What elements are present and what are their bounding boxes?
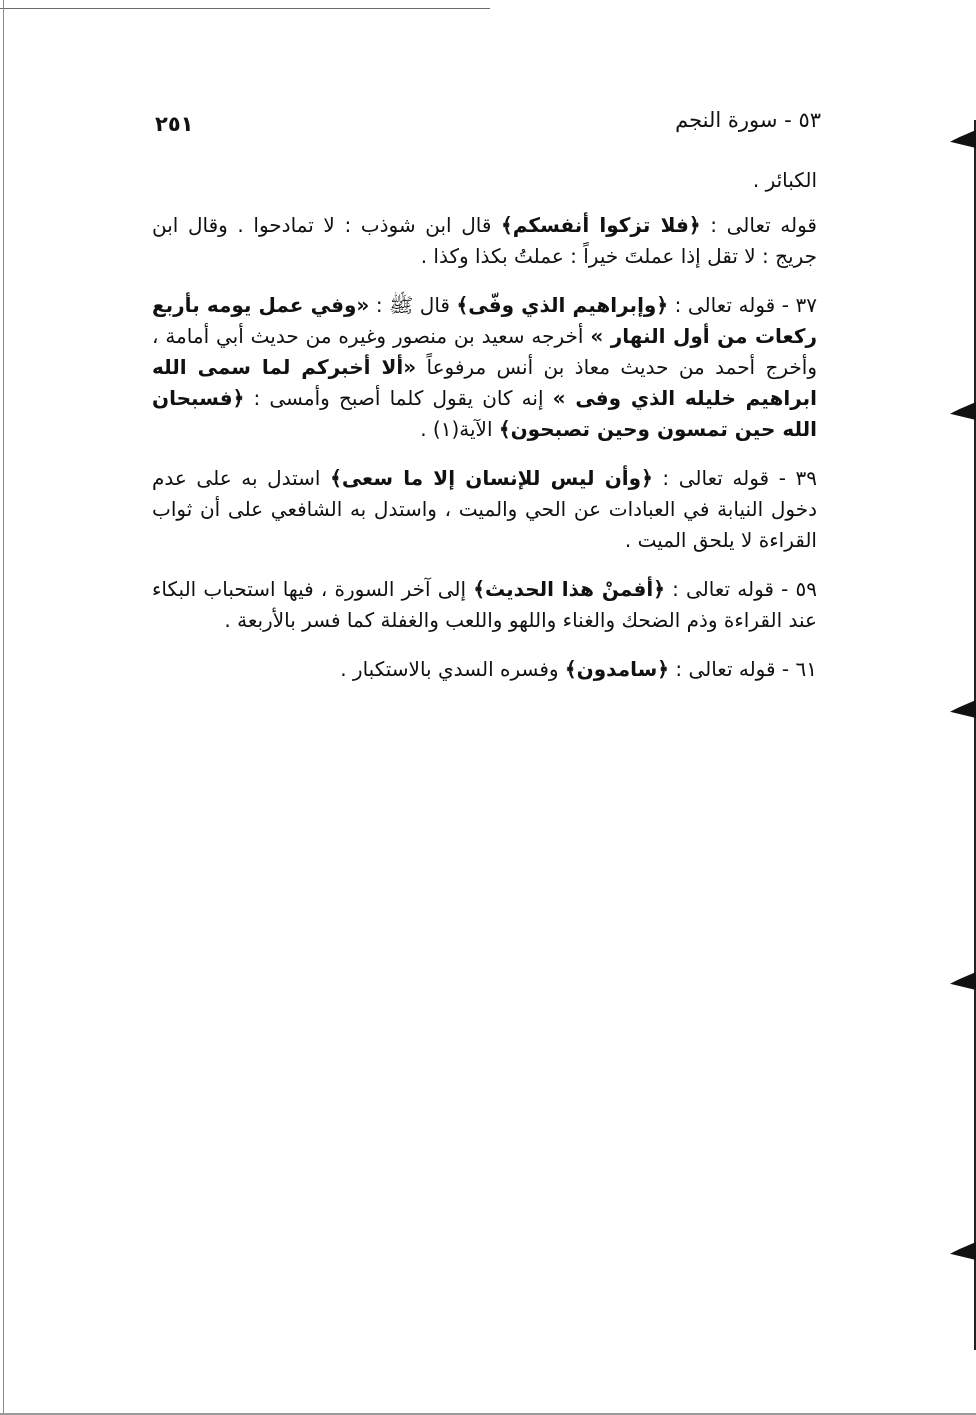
binding-mark bbox=[950, 972, 976, 990]
quran-verse: ﴿فلا تزكوا أنفسكم﴾ bbox=[501, 213, 701, 237]
paragraph-lead: قوله تعالى : bbox=[700, 213, 817, 237]
hadith-quote: «ألا أخبركم لما سمى الله ابراهيم خليله الذي وفى » bbox=[152, 355, 818, 410]
commentary-text: الآية(١) . bbox=[420, 417, 499, 441]
binding-edge bbox=[966, 120, 976, 1350]
page-body bbox=[152, 165, 817, 703]
paragraph-verse-37 bbox=[152, 290, 817, 445]
page-number: ٢٥١ bbox=[155, 112, 194, 136]
quran-verse: ﴿أفمنْ هذا الحديث﴾ bbox=[473, 577, 665, 601]
continuation-text: الكبائر . bbox=[752, 168, 817, 192]
binding-mark bbox=[950, 402, 976, 420]
scan-top-rule bbox=[0, 8, 490, 9]
commentary-text: وفسره السدي بالاستكبار . bbox=[340, 657, 565, 681]
commentary-text: أخرجه سعيد بن منصور وغيره من حديث أبي أمامة ، وأخرج أحمد من حديث معاذ بن أنس مرفوعاً bbox=[152, 324, 818, 379]
page-header bbox=[155, 100, 821, 140]
quran-verse: ﴿وأن ليس للإنسان إلا ما سعى﴾ bbox=[330, 466, 653, 490]
quran-verse: ﴿فسبحان الله حين تمسون وحين تصبحون﴾ bbox=[152, 386, 817, 441]
paragraph-lead: ٥٩ - قوله تعالى : bbox=[664, 577, 818, 601]
paragraph-continuation bbox=[152, 165, 817, 196]
commentary-text: قال ابن شوذب : لا تمادحوا . وقال ابن جريج : لا تقل إذا عملتَ خيراً : عملتُ بكذا وكذا . bbox=[152, 213, 817, 268]
binding-mark bbox=[950, 1242, 976, 1260]
binding-mark bbox=[950, 700, 976, 718]
quran-verse: ﴿سامدون﴾ bbox=[564, 657, 669, 681]
scan-left-rule bbox=[3, 0, 4, 1415]
paragraph-verse-59 bbox=[152, 574, 817, 636]
hadith-quote: «وفي عمل يومه بأربع ركعات من أول النهار » bbox=[152, 293, 817, 348]
commentary-text: إنه كان يقول كلما أصبح وأمسى : bbox=[244, 386, 553, 410]
paragraph-verse-32 bbox=[152, 210, 817, 272]
paragraph-lead: ٣٩ - قوله تعالى : bbox=[652, 466, 818, 490]
paragraph-lead: ٦١ - قوله تعالى : bbox=[668, 657, 817, 681]
binding-mark bbox=[950, 130, 976, 148]
commentary-text: استدل به على عدم دخول النيابة في العبادات عن الحي والميت ، واستدل به الشافعي على أن ثواب القراءة لا يلحق الميت . bbox=[152, 466, 817, 552]
quran-verse: ﴿وإبراهيم الذي وفّى﴾ bbox=[456, 293, 669, 317]
running-head: ٥٣ - سورة النجم bbox=[675, 108, 821, 132]
commentary-text: قال ﷺ : bbox=[369, 293, 457, 317]
paragraph-verse-61 bbox=[152, 654, 817, 685]
paragraph-verse-39 bbox=[152, 463, 817, 556]
paragraph-lead: ٣٧ - قوله تعالى : bbox=[668, 293, 817, 317]
commentary-text: إلى آخر السورة ، فيها استحباب البكاء عند القراءة وذم الضحك والغناء واللهو واللعب والغفلة كما فسر بالأربعة . bbox=[152, 577, 817, 632]
